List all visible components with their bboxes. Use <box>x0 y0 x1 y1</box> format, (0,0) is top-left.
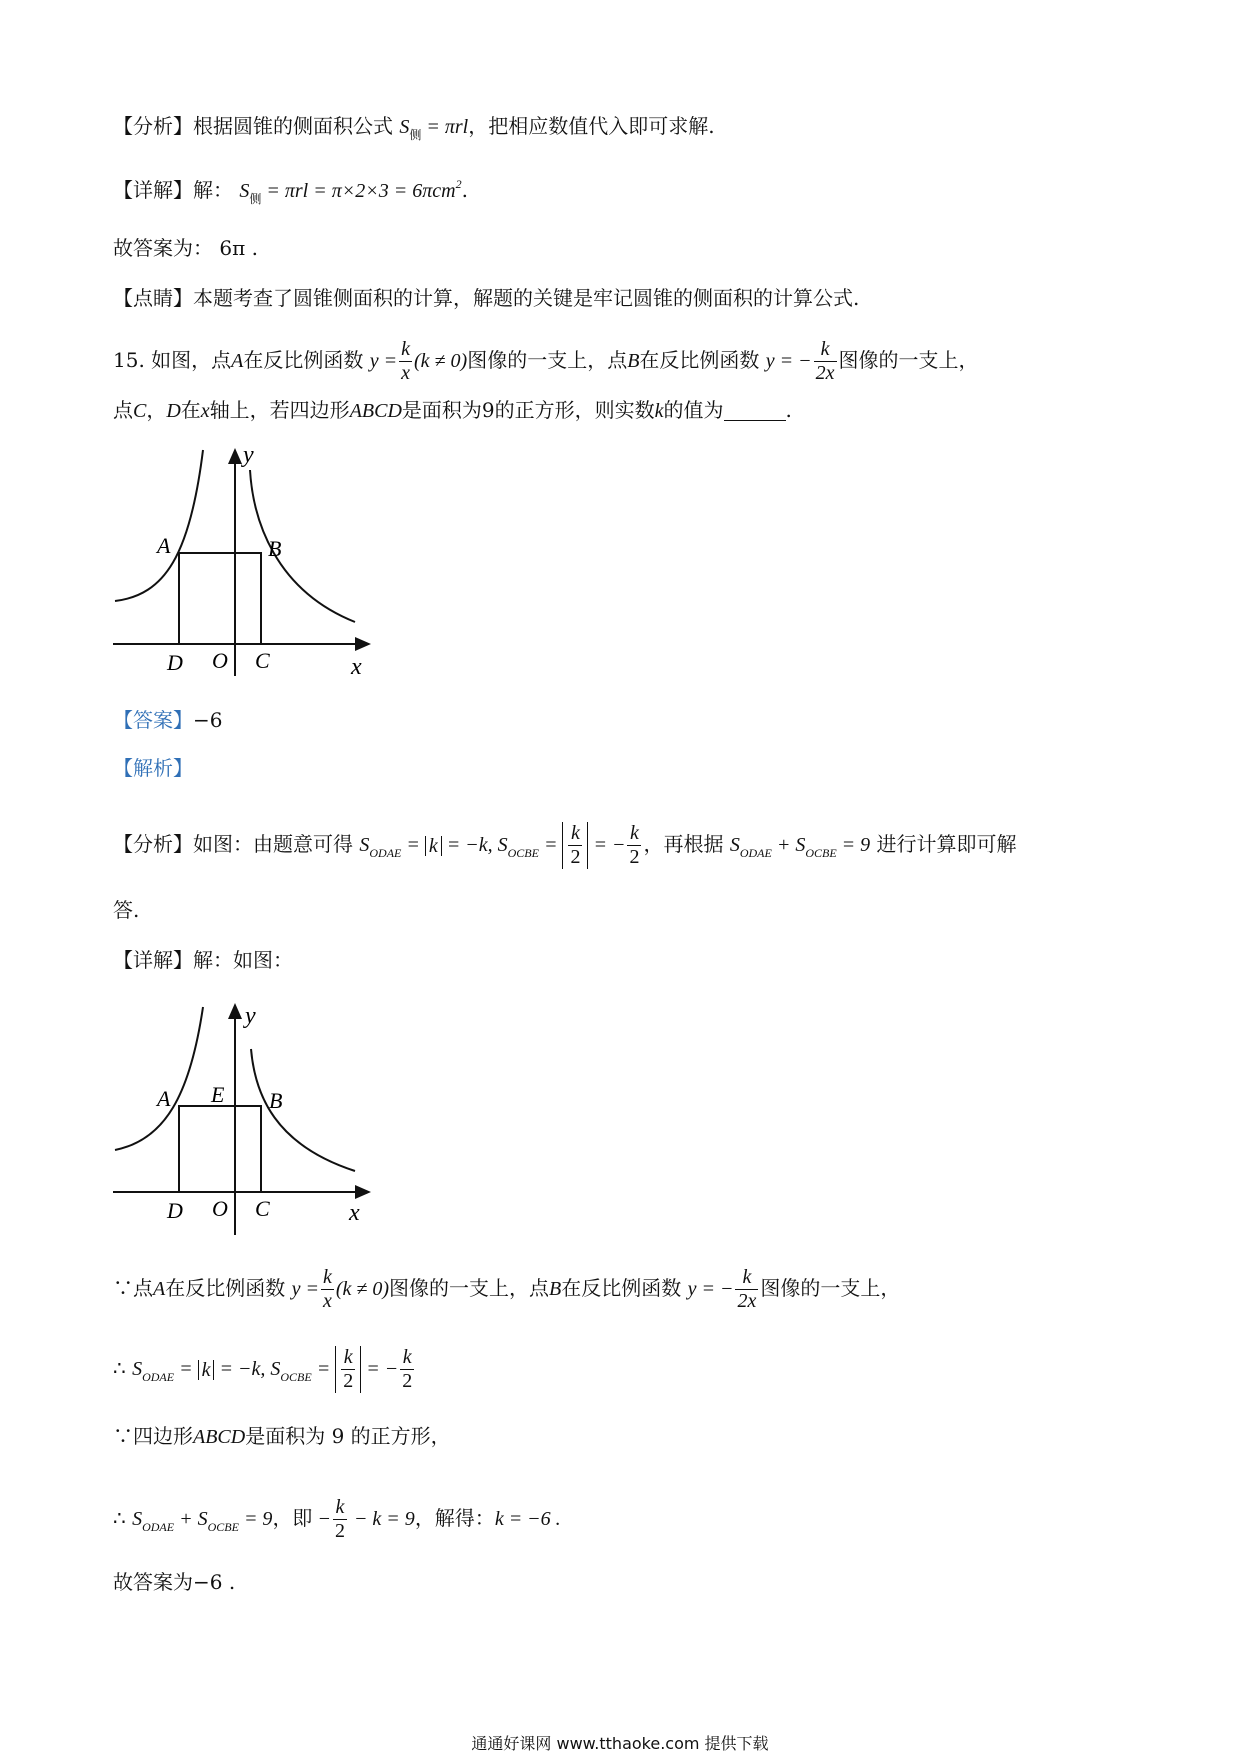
k-result: k = −6 . <box>494 1508 561 1530</box>
detail-line <box>113 177 468 206</box>
label-d: D <box>167 650 183 675</box>
step-text: 在反比例函数 <box>561 1276 682 1300</box>
abs-k: k <box>425 836 442 856</box>
square-abcd <box>179 553 261 644</box>
detail-tag: 【详解】 <box>113 178 193 202</box>
fraction-k-over-2x: $\frac{k}{2x}$ <box>815 338 835 384</box>
jiexi-tag: 【解析】 <box>113 756 193 780</box>
q15-text: 的正方形，则实数 <box>494 398 655 422</box>
q15-text: 是面积为 <box>401 398 482 422</box>
x-axis-arrow <box>355 637 371 651</box>
s-odae: $S_{ODAE}$ = <box>359 834 425 860</box>
step-text: 是面积为 9 的正方形， <box>245 1424 451 1448</box>
analysis-text: 根据圆锥的侧面积公式 <box>193 114 393 138</box>
left-hyperbola <box>115 1007 203 1150</box>
q15-text: 的值为 <box>663 398 724 422</box>
point-b: B <box>627 350 640 372</box>
detail-text: 解： <box>193 178 233 202</box>
label-c: C <box>255 648 270 673</box>
condition: (k ≠ 0) <box>335 1278 390 1300</box>
therefore-symbol: ∴ <box>113 1356 133 1380</box>
therefore-symbol: ∴ <box>113 1506 133 1530</box>
fraction-k-over-x: $\frac{k}{x}$ <box>322 1266 332 1312</box>
neg-k: = −k, $S_{OCBE}$ = <box>214 1358 336 1384</box>
step-text: 在反比例函数 <box>165 1276 286 1300</box>
answer-blank <box>724 402 786 421</box>
x-axis-arrow <box>355 1185 371 1199</box>
s-odae: $S_{ODAE}$ = <box>132 1358 198 1384</box>
y-axis-arrow <box>228 448 242 464</box>
q15-line2 <box>113 400 792 421</box>
label-o: O <box>212 648 228 673</box>
label-d: D <box>167 1198 183 1223</box>
sum-formula: $S_{ODAE} + S_{OCBE} = 9$ <box>132 1508 273 1534</box>
detail-end: . <box>461 178 468 202</box>
quad-abcd: ABCD <box>349 400 402 422</box>
point-a: A <box>153 1278 166 1300</box>
square-abcd <box>179 1106 261 1192</box>
q15-text: 图像的一支上，点 <box>467 348 628 372</box>
fraction-k-over-2x: $\frac{k}{2x}$ <box>737 1266 757 1312</box>
step-text: ，解得： <box>414 1506 495 1530</box>
analysis-line <box>113 114 715 142</box>
detail2-line <box>113 950 293 970</box>
detail-formula: $S_侧 = \pi rl = \pi\times 2\times 3 = 6\pi cm^2$ <box>239 177 462 206</box>
label-a: A <box>157 533 171 558</box>
step-3 <box>113 1426 451 1447</box>
point-d: D <box>166 400 181 422</box>
q15-text: ， <box>146 398 167 422</box>
abs-k-half: $\frac{k}{2}$ <box>335 1346 361 1393</box>
analysis2-text: 如图：由题意可得 <box>193 832 353 856</box>
function-2: y = − <box>687 1278 734 1300</box>
analysis2-text: 进行计算即可解 <box>876 832 1017 856</box>
q15-text: 在 <box>180 398 201 422</box>
neg-half: = − <box>361 1358 399 1380</box>
question-number: 15. <box>113 348 145 372</box>
figure-2-graph <box>105 995 375 1240</box>
number-nine: 9 <box>481 398 495 422</box>
neg-sign: − <box>312 1508 331 1530</box>
frac-k-2: $\frac{k}{2}$ <box>334 1496 345 1542</box>
neg-half: = − <box>588 834 626 856</box>
k-symbol: k <box>654 400 664 422</box>
answer-line-1: 故答案为： 6π . <box>113 236 258 260</box>
lateral-area-formula: $S_侧 = \pi rl$ <box>399 116 469 142</box>
q15-text: 在反比例函数 <box>639 348 760 372</box>
final-answer: 故答案为−6 . <box>113 1570 236 1594</box>
label-y: y <box>245 1003 256 1029</box>
step-text: ，即 <box>272 1506 313 1530</box>
label-c: C <box>255 1196 270 1221</box>
step-text: 图像的一支上，点 <box>389 1276 550 1300</box>
point-c: C <box>133 400 147 422</box>
sum-formula: $S_{ODAE} + S_{OCBE} = 9$ <box>729 834 871 860</box>
step-text: 图像的一支上， <box>760 1276 901 1300</box>
step-text: ∵四边形 <box>113 1424 193 1448</box>
analysis2-tag: 【分析】 <box>113 832 193 856</box>
label-x: x <box>349 1200 360 1226</box>
function-1: y = <box>291 1278 319 1300</box>
x-symbol: x <box>200 400 210 422</box>
label-x: x <box>351 654 362 680</box>
step-2 <box>113 1346 416 1393</box>
function-2: y = − <box>765 350 812 372</box>
detail2-tag: 【详解】 <box>113 948 193 972</box>
q15-text: 图像的一支上， <box>838 348 979 372</box>
label-b: B <box>269 1088 283 1113</box>
quad-abcd: ABCD <box>193 1426 246 1448</box>
point-b: B <box>549 1278 562 1300</box>
q15-text: 轴上，若四边形 <box>209 398 350 422</box>
left-hyperbola <box>115 450 203 601</box>
analysis2-line2: 答. <box>113 898 140 922</box>
fraction-k-over-x: $\frac{k}{x}$ <box>401 338 411 384</box>
answer-line <box>113 710 222 730</box>
label-a: A <box>157 1086 171 1111</box>
comment-line <box>113 288 859 308</box>
point-a: A <box>231 350 244 372</box>
abs-k-half: $\frac{k}{2}$ <box>562 822 588 869</box>
label-e: E <box>211 1082 225 1107</box>
label-b: B <box>268 536 282 561</box>
q15-text: 如图，点 <box>151 348 232 372</box>
analysis2-text: ，再根据 <box>643 832 724 856</box>
right-hyperbola <box>251 1049 355 1171</box>
detail2-text: 解：如图： <box>193 948 293 972</box>
equation: − k = 9 <box>348 1508 415 1530</box>
label-y: y <box>243 442 254 468</box>
condition: (k ≠ 0) <box>414 350 468 372</box>
q15-text: . <box>785 398 792 422</box>
y-axis-arrow <box>228 1003 242 1019</box>
right-hyperbola <box>250 470 355 622</box>
function-1: y = <box>369 350 398 372</box>
neg-k: = −k, $S_{OCBE}$ = <box>441 834 563 860</box>
frac-k-2: $\frac{k}{2}$ <box>629 822 640 868</box>
page-footer: 通通好课网 www.tthaoke.com 提供下载 <box>471 1734 769 1753</box>
label-o: O <box>212 1196 228 1221</box>
q15-text: 在反比例函数 <box>243 348 364 372</box>
q15-text: 点 <box>113 398 133 422</box>
step-4 <box>113 1496 561 1543</box>
answer-value: −6 <box>193 708 223 732</box>
analysis2-line <box>113 822 1017 869</box>
analysis-text-2: ，把相应数值代入即可求解. <box>468 114 715 138</box>
comment-text: 本题考查了圆锥侧面积的计算，解题的关键是牢记圆锥的侧面积的计算公式. <box>193 286 860 310</box>
abs-k: k <box>198 1360 215 1380</box>
comment-tag: 【点睛】 <box>113 286 193 310</box>
step-text: ∵点 <box>113 1276 153 1300</box>
analysis-tag: 【分析】 <box>113 114 193 138</box>
frac-k-2: $\frac{k}{2}$ <box>402 1346 413 1392</box>
q15-line1 <box>113 338 979 385</box>
answer-tag: 【答案】 <box>113 708 193 732</box>
figure-1-graph <box>105 440 375 680</box>
step-1 <box>113 1266 900 1313</box>
